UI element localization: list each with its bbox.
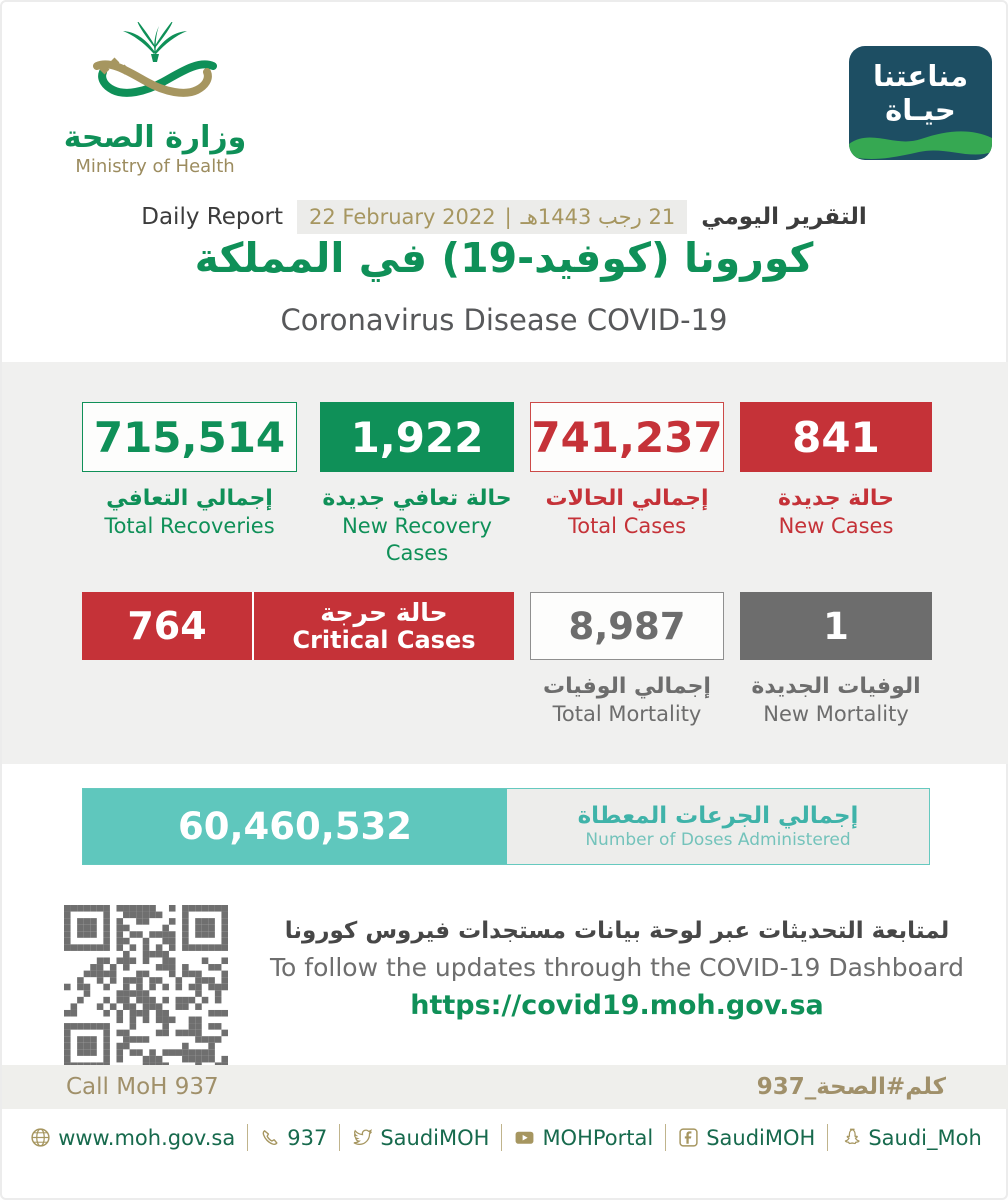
- footer-snapchat-link[interactable]: [840, 1126, 981, 1150]
- footer-snapchat-label: Saudi_Moh: [868, 1125, 982, 1150]
- footer-links-row: [2, 1124, 1008, 1151]
- footer-separator: [501, 1124, 502, 1151]
- stat-total-mortality: [530, 592, 724, 728]
- page-title-arabic: كورونا (كوفيد-19) في المملكة: [194, 234, 814, 282]
- total-recoveries-label-en: Total Recoveries: [104, 514, 275, 539]
- facebook-icon: [678, 1127, 699, 1148]
- footer-twitter-label: SaudiMOH: [380, 1125, 490, 1150]
- total-mortality-label-ar: إجمالي الوفيات: [543, 674, 711, 699]
- total-mortality-label-en: Total Mortality: [552, 702, 702, 727]
- badge-text: مناعتنا حيـاة: [872, 59, 969, 128]
- new-recoveries-label-ar: حالة تعافي جديدة: [322, 486, 512, 511]
- daily-report-label: Daily Report: [141, 204, 284, 230]
- total-cases-label-ar: إجمالي الحالات: [545, 486, 709, 511]
- moh-logo-english-title: Ministry of Health: [75, 156, 235, 177]
- doses-value: 60,460,532: [83, 789, 507, 864]
- youtube-icon: [514, 1127, 535, 1148]
- doses-label-en: Number of Doses Administered: [585, 830, 851, 851]
- new-cases-label-en: New Cases: [778, 514, 894, 539]
- dashboard-note: [242, 918, 992, 1021]
- new-cases-value: 841: [740, 402, 932, 472]
- new-recoveries-value: 1,922: [320, 402, 514, 472]
- doses-label-ar: إجمالي الجرعات المعطاة: [577, 802, 859, 829]
- total-mortality-value: 8,987: [530, 592, 724, 660]
- critical-cases-label-en: Critical Cases: [292, 625, 476, 654]
- new-mortality-value: 1: [740, 592, 932, 660]
- footer-separator: [247, 1124, 248, 1151]
- stat-new-recoveries: [320, 402, 514, 567]
- footer-youtube-label: MOHPortal: [542, 1125, 654, 1150]
- footer-facebook-link[interactable]: [678, 1126, 815, 1150]
- total-cases-value: 741,237: [530, 402, 724, 472]
- stat-new-cases: [740, 402, 932, 540]
- phone-icon: [260, 1128, 280, 1148]
- footer-phone-link[interactable]: [260, 1126, 327, 1150]
- new-mortality-label-en: New Mortality: [763, 702, 909, 727]
- footer-separator: [339, 1124, 340, 1151]
- moh-logo-arabic-title: وزارة الصحة: [63, 120, 247, 155]
- footer-facebook-label: SaudiMOH: [706, 1125, 816, 1150]
- critical-cases-label-ar: حالة حرجة: [320, 597, 448, 627]
- snapchat-icon: [840, 1127, 861, 1148]
- dashboard-url-link[interactable]: https://covid19.moh.gov.sa: [410, 990, 824, 1021]
- doses-administered-bar: [82, 788, 930, 865]
- report-header-row: [2, 200, 1006, 234]
- footer-website-label: www.moh.gov.sa: [58, 1125, 236, 1150]
- report-date: [297, 200, 687, 234]
- footer-website-link[interactable]: [30, 1126, 235, 1150]
- moh-emblem-icon: [70, 22, 240, 114]
- stat-total-cases: [530, 402, 724, 540]
- footer-separator: [827, 1124, 828, 1151]
- total-recoveries-label-ar: إجمالي التعافي: [106, 486, 273, 511]
- dashboard-note-en: To follow the updates through the COVID-19 Dashboard: [270, 953, 964, 982]
- twitter-icon: [352, 1127, 373, 1148]
- footer-twitter-link[interactable]: [352, 1126, 489, 1150]
- critical-cases-value: 764: [127, 604, 207, 648]
- stat-total-recoveries: [82, 402, 297, 540]
- stat-critical-cases: [82, 592, 514, 660]
- footer-separator: [665, 1124, 666, 1151]
- daily-report-label-arabic: التقرير اليومي: [701, 204, 867, 230]
- total-recoveries-value: 715,514: [82, 402, 297, 472]
- wave-icon: [849, 120, 992, 160]
- globe-icon: [30, 1127, 51, 1148]
- contact-band: [2, 1065, 1008, 1109]
- new-recoveries-label-en: New Recovery Cases: [342, 514, 492, 566]
- stat-new-mortality: [740, 592, 932, 728]
- dashboard-note-ar: لمتابعة التحديثات عبر لوحة بيانات مستجدات فيروس كورونا: [284, 918, 950, 944]
- qr-code: [64, 905, 228, 1069]
- page-title-english: Coronavirus Disease COVID-19: [280, 303, 728, 337]
- hashtag-label: كلم#الصحة_937: [756, 1074, 946, 1100]
- immunity-campaign-badge: [849, 46, 992, 160]
- call-moh-label: Call MoH 937: [66, 1074, 219, 1100]
- new-mortality-label-ar: الوفيات الجديدة: [751, 674, 921, 699]
- report-date-hijri: 21 رجب 1443هـ: [520, 205, 676, 229]
- new-cases-label-ar: حالة جديدة: [778, 486, 894, 511]
- footer-youtube-link[interactable]: [514, 1126, 653, 1150]
- total-cases-label-en: Total Cases: [567, 514, 687, 539]
- footer-phone-label: 937: [287, 1125, 328, 1150]
- report-date-gregorian: 22 February 2022: [309, 205, 496, 229]
- moh-logo: [50, 22, 260, 177]
- report-date-separator: |: [504, 205, 512, 229]
